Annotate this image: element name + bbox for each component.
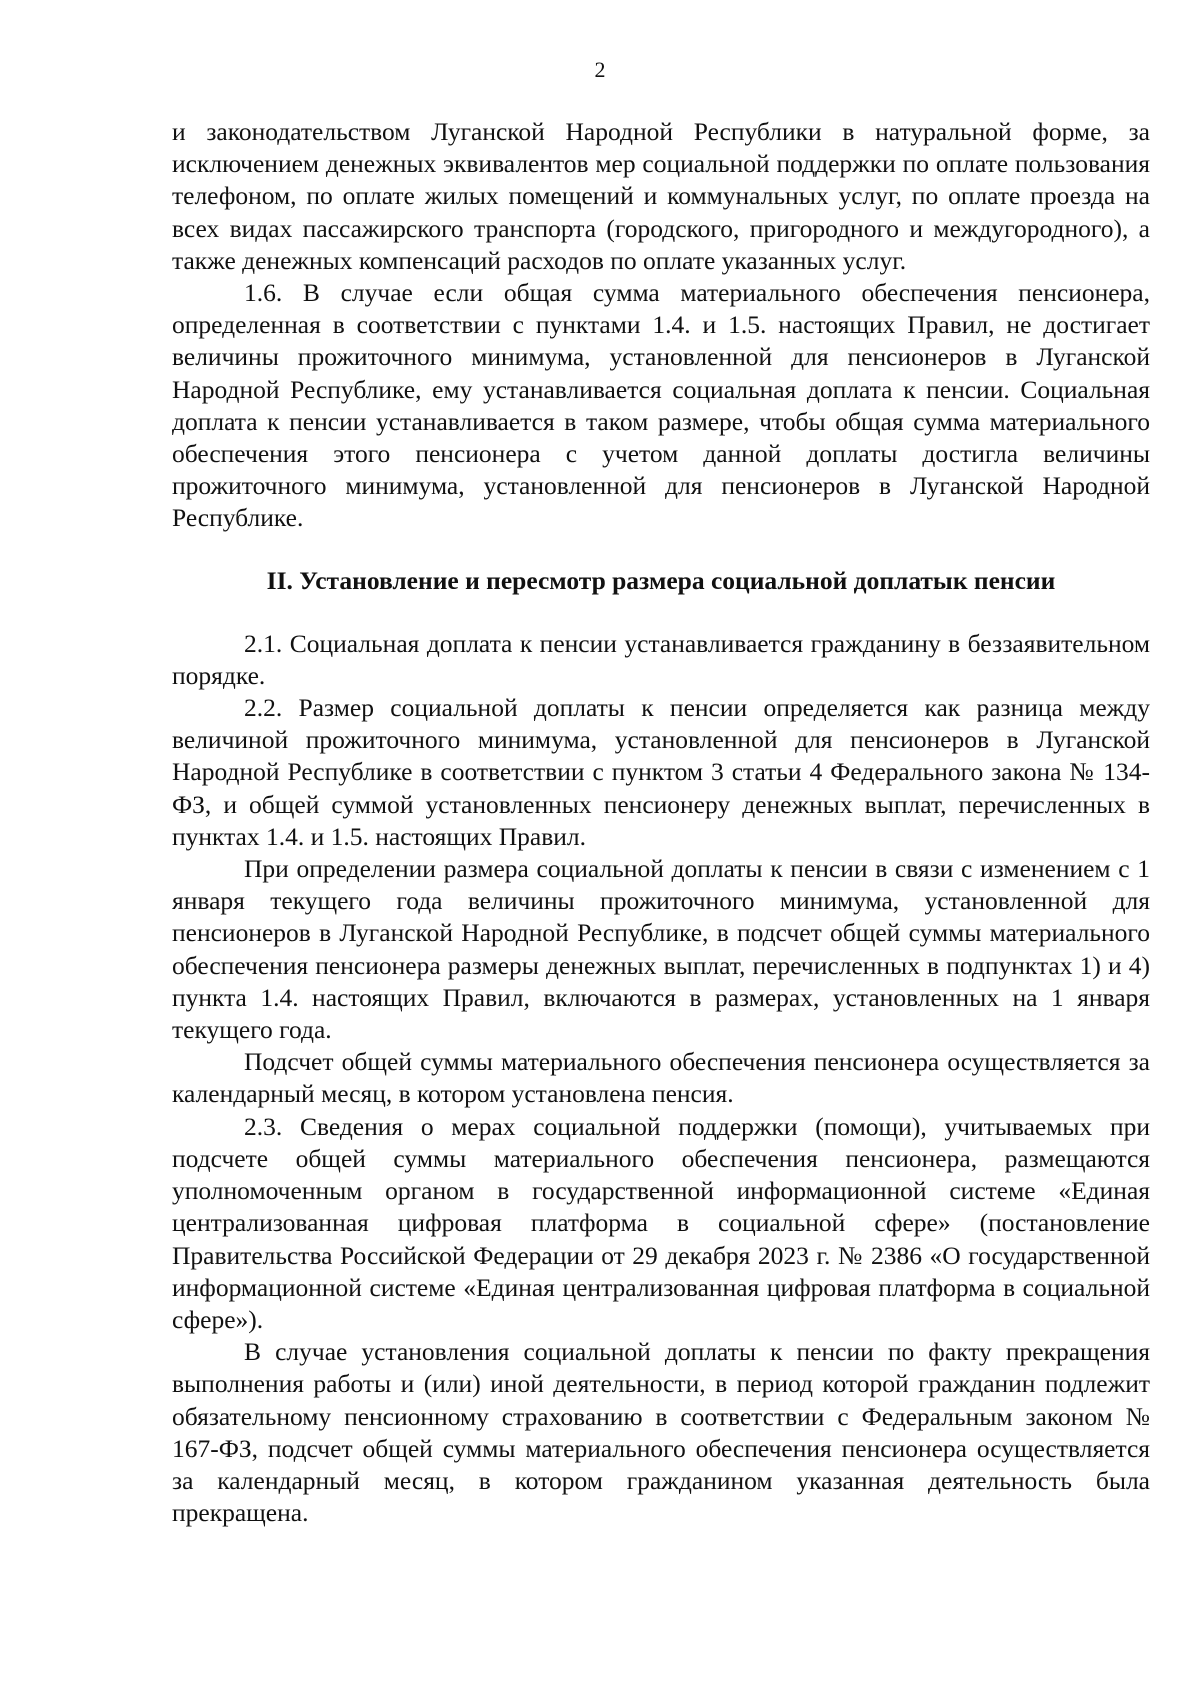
paragraph: и законодательством Луганской Народной Республики в натуральной форме, за исключением денежных эквивалентов мер социальной поддержки по оплате пользования телефоном, по оплате жилых помещений и коммунальных услуг, по оплате проезда на всех видах пассажирского транспорта (городского, пригородного и междугородного), а также денежных компенсаций расходов по оплате указанных услуг. bbox=[172, 117, 1150, 275]
page-number: 2 bbox=[594, 57, 606, 82]
paragraph: 2.3. Сведения о мерах социальной поддержки (помощи), учитываемых при подсчете общей суммы материального обеспечения пенсионера, размещаются уполномоченным органом в государственной информационной системе «Единая централизованная цифровая платформа в социальной сфере» (постановление Правительства Российской Федерации от 29 декабря 2023 г. № 2386 «О государственной информационной системе «Единая централизованная цифровая платформа в социальной сфере»). bbox=[172, 1111, 1150, 1334]
paragraphs-after-heading bbox=[172, 628, 1150, 1530]
paragraph: 1.6. В случае если общая сумма материального обеспечения пенсионера, определенная в соответствии с пунктами 1.4. и 1.5. настоящих Правил, не достигает величины прожиточного минимума, установленной для пенсионеров в Луганской Народной Республике, ему устанавливается социальная доплата к пенсии. Социальная доплата к пенсии устанавливается в таком размере, чтобы общая сумма материального обеспечения этого пенсионера с учетом данной доплаты достигла величины прожиточного минимума, установленной для пенсионеров в Луганской Народной Республике. bbox=[172, 278, 1150, 533]
paragraph: 2.1. Социальная доплата к пенсии устанавливается гражданину в беззаявительном порядке. bbox=[172, 628, 1150, 690]
paragraph: В случае установления социальной доплаты к пенсии по факту прекращения выполнения работы и (или) иной деятельности, в период которой гражданин подлежит обязательному пенсионному страхованию в соответствии с Федеральным законом № 167-ФЗ, подсчет общей суммы материального обеспечения пенсионера осуществляется за календарный месяц, в котором гражданином указанная деятельность была прекращена. bbox=[172, 1337, 1150, 1528]
paragraph: Подсчет общей суммы материального обеспечения пенсионера осуществляется за календарный месяц, в котором установлена пенсия. bbox=[172, 1047, 1150, 1109]
section-heading: II. Установление и пересмотр размера социальной доплатык пенсии bbox=[266, 565, 1056, 595]
paragraph: 2.2. Размер социальной доплаты к пенсии определяется как разница между величиной прожиточного минимума, установленной для пенсионеров в Луганской Народной Республике в соответствии с пунктом 3 статьи 4 Федерального закона № 134-ФЗ, и общей суммой установленных пенсионеру денежных выплат, перечисленных в пунктах 1.4. и 1.5. настоящих Правил. bbox=[172, 693, 1150, 851]
document-body bbox=[172, 116, 1150, 1529]
paragraph: При определении размера социальной доплаты к пенсии в связи с изменением с 1 января текущего года величины прожиточного минимума, установленной для пенсионеров в Луганской Народной Республике, в подсчет общей суммы материального обеспечения пенсионера размеры денежных выплат, перечисленных в подпунктах 1) и 4) пункта 1.4. настоящих Правил, включаются в размерах, установленных на 1 января текущего года. bbox=[172, 854, 1150, 1045]
paragraphs-before-heading bbox=[172, 116, 1150, 535]
